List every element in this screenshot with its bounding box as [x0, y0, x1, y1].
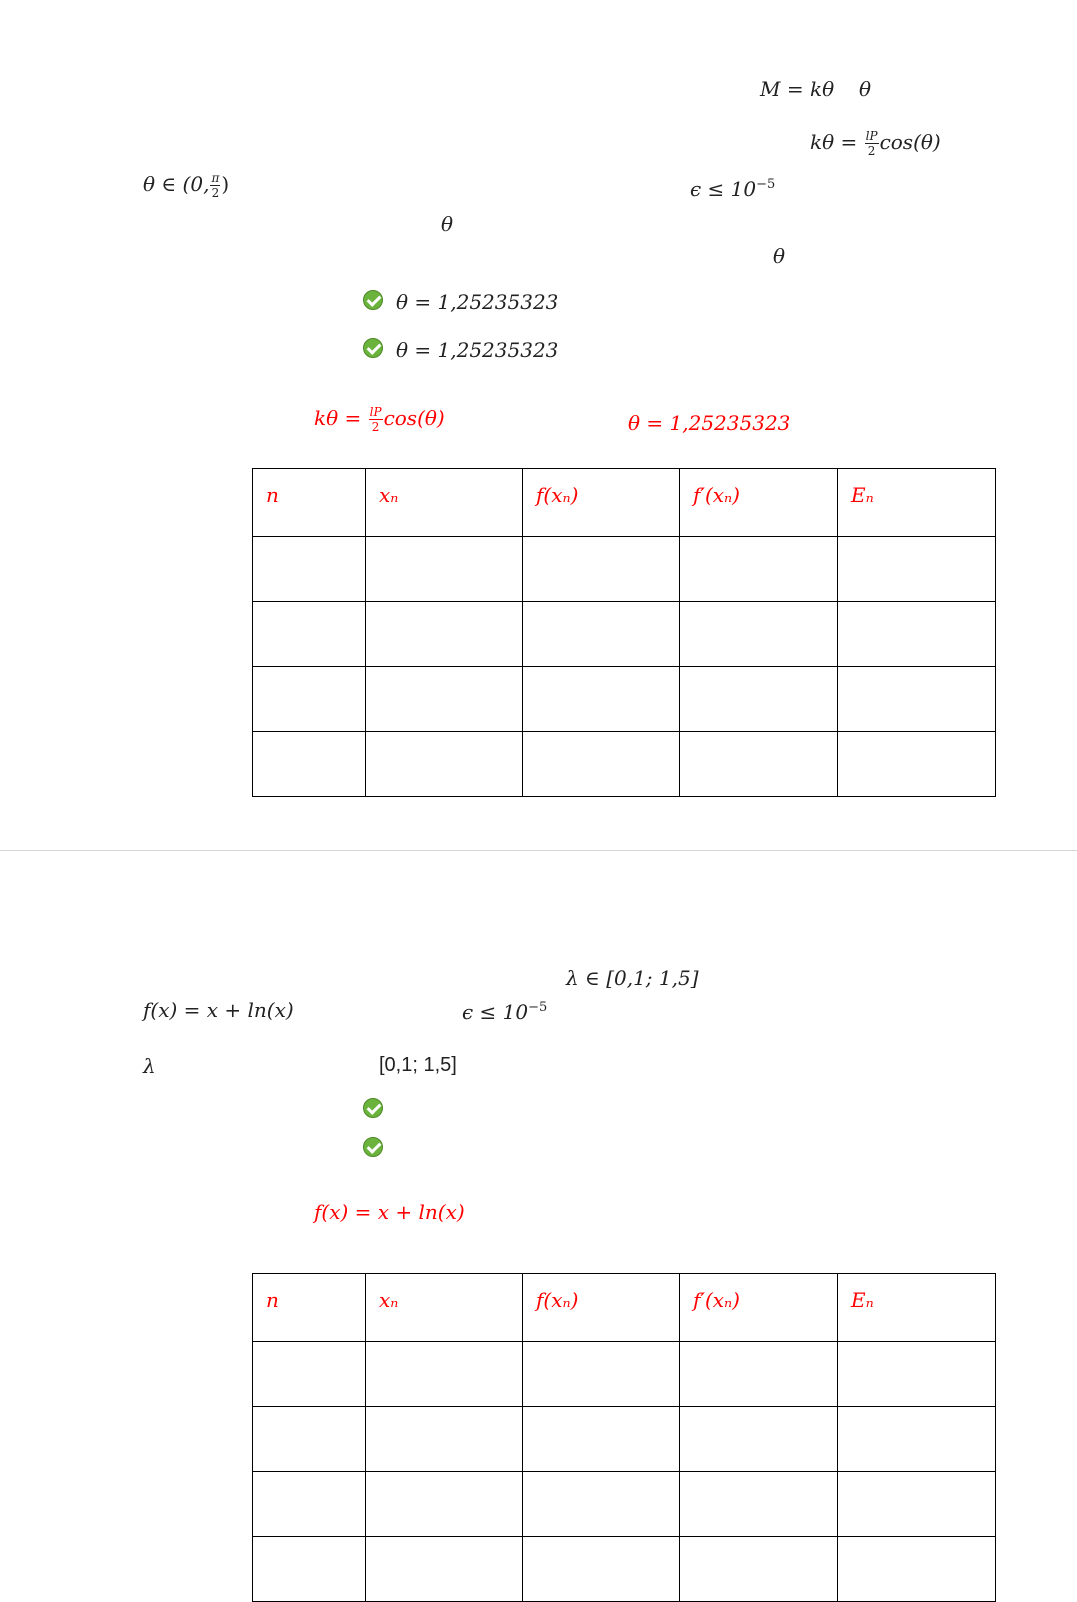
table-row — [253, 667, 996, 732]
table-cell[interactable] — [253, 732, 366, 797]
table-cell[interactable] — [253, 537, 366, 602]
table-header-cell — [680, 469, 838, 537]
red-fraction-lp-over-2 — [369, 406, 383, 433]
table-header-cell — [366, 1274, 523, 1342]
fraction-lp-over-2 — [865, 130, 879, 157]
table-row — [253, 732, 996, 797]
table-cell[interactable] — [253, 1472, 366, 1537]
table-cell[interactable] — [253, 667, 366, 732]
table-cell[interactable] — [680, 667, 838, 732]
table-header-cell — [523, 469, 680, 537]
moment-equation — [760, 79, 834, 99]
table-cell[interactable] — [838, 732, 996, 797]
function-definition — [143, 1000, 294, 1020]
table-row — [253, 1537, 996, 1602]
table-cell[interactable] — [366, 1537, 523, 1602]
header-en: Eₙ — [851, 1288, 874, 1312]
header-n: n — [266, 483, 279, 507]
table-cell[interactable] — [680, 732, 838, 797]
check-circle-icon — [363, 338, 383, 358]
table-cell[interactable] — [523, 1407, 680, 1472]
function-definition-text: f(x) = x + ln(x) — [143, 998, 294, 1022]
section-divider — [0, 850, 1077, 851]
table-cell[interactable] — [680, 537, 838, 602]
answer-2 — [396, 340, 558, 360]
newton-table-2 — [252, 1273, 996, 1602]
fraction-numerator: lP — [865, 129, 878, 143]
table-cell[interactable] — [838, 602, 996, 667]
table-cell[interactable] — [253, 602, 366, 667]
check-circle-icon — [363, 1098, 383, 1118]
table-cell[interactable] — [253, 1407, 366, 1472]
table-header-row — [253, 1274, 996, 1342]
table-header-cell — [680, 1274, 838, 1342]
header-n: n — [266, 1288, 279, 1312]
table-cell[interactable] — [680, 602, 838, 667]
red-answer — [628, 413, 790, 433]
lambda-interval — [566, 968, 699, 988]
tolerance-base-2: ϵ ≤ 10 — [462, 1000, 529, 1024]
domain-suffix: ) — [221, 172, 230, 196]
domain-denominator: 2 — [211, 186, 220, 200]
red-eq-rhs: cos(θ) — [383, 406, 445, 430]
table-header-row — [253, 469, 996, 537]
header-en: Eₙ — [851, 483, 874, 507]
theta-domain — [143, 172, 229, 199]
table-cell[interactable] — [366, 667, 523, 732]
interval-text — [379, 1055, 457, 1075]
table-row — [253, 1472, 996, 1537]
header-dfxn: f′(xₙ) — [693, 483, 740, 507]
table-cell[interactable] — [838, 667, 996, 732]
table-header-cell — [838, 469, 996, 537]
table-cell[interactable] — [366, 1407, 523, 1472]
table-cell[interactable] — [680, 1342, 838, 1407]
table-header-cell — [366, 469, 523, 537]
table-cell[interactable] — [523, 732, 680, 797]
tolerance-condition — [690, 178, 775, 199]
table-cell[interactable] — [366, 732, 523, 797]
table-row — [253, 537, 996, 602]
red-eq-lhs: kθ = — [314, 406, 362, 430]
table-cell[interactable] — [253, 1342, 366, 1407]
domain-prefix: θ ∈ (0, — [143, 172, 210, 196]
answer-1-text: θ = 1,25235323 — [396, 290, 559, 314]
fraction-pi-over-2 — [210, 172, 220, 199]
table-cell[interactable] — [838, 537, 996, 602]
eq-lhs: kθ = — [810, 130, 858, 154]
lambda-symbol-text: λ — [143, 1054, 156, 1078]
red-function-definition — [314, 1202, 465, 1222]
table-cell[interactable] — [523, 1537, 680, 1602]
tolerance-exponent: −5 — [756, 177, 776, 192]
table-header-cell — [838, 1274, 996, 1342]
lambda-symbol — [143, 1056, 156, 1076]
theta-symbol-right — [773, 246, 785, 266]
red-answer-text: θ = 1,25235323 — [628, 411, 791, 435]
table-cell[interactable] — [523, 667, 680, 732]
table-header-cell — [253, 1274, 366, 1342]
theta-symbol-mid-text: θ — [441, 212, 454, 236]
header-xn: xₙ — [379, 483, 399, 507]
table-cell[interactable] — [838, 1472, 996, 1537]
header-fxn: f(xₙ) — [536, 1288, 579, 1312]
moment-equation-text: M = kθ — [760, 77, 835, 101]
answer-2-text: θ = 1,25235323 — [396, 338, 559, 362]
tolerance-base: ϵ ≤ 10 — [690, 177, 757, 201]
table-cell[interactable] — [366, 1472, 523, 1537]
table-cell[interactable] — [680, 1407, 838, 1472]
answer-1 — [396, 292, 558, 312]
theta-symbol-mid — [441, 214, 453, 234]
red-function-text: f(x) = x + ln(x) — [314, 1200, 465, 1224]
table-cell[interactable] — [680, 1472, 838, 1537]
table-cell[interactable] — [366, 1342, 523, 1407]
lambda-interval-text: λ ∈ [0,1; 1,5] — [566, 966, 699, 990]
table-header-cell — [253, 469, 366, 537]
table-cell[interactable] — [366, 602, 523, 667]
theta-symbol-top — [859, 79, 871, 99]
table-row — [253, 1407, 996, 1472]
table-cell[interactable] — [523, 1472, 680, 1537]
interval-value: [0,1; 1,5] — [379, 1054, 457, 1076]
header-dfxn: f′(xₙ) — [693, 1288, 740, 1312]
table-cell[interactable] — [523, 537, 680, 602]
table-cell[interactable] — [838, 1537, 996, 1602]
domain-numerator: π — [211, 171, 220, 185]
check-circle-icon — [363, 1137, 383, 1157]
table-cell[interactable] — [523, 602, 680, 667]
table-cell[interactable] — [253, 1537, 366, 1602]
red-equilibrium-equation — [314, 406, 445, 433]
table-cell[interactable] — [366, 537, 523, 602]
newton-table-1 — [252, 468, 996, 797]
table-cell[interactable] — [523, 1342, 680, 1407]
theta-symbol-top-text: θ — [859, 77, 872, 101]
tolerance-condition-2 — [462, 1001, 547, 1022]
red-fraction-numerator: lP — [369, 405, 382, 419]
header-xn: xₙ — [379, 1288, 399, 1312]
red-fraction-denominator: 2 — [371, 420, 380, 434]
equilibrium-equation — [810, 130, 941, 157]
tolerance-exponent-2: −5 — [528, 1000, 548, 1015]
table-cell[interactable] — [680, 1537, 838, 1602]
table-row — [253, 602, 996, 667]
table-row — [253, 1342, 996, 1407]
theta-symbol-right-text: θ — [773, 244, 786, 268]
table-header-cell — [523, 1274, 680, 1342]
check-circle-icon — [363, 290, 383, 310]
table-cell[interactable] — [838, 1342, 996, 1407]
fraction-denominator: 2 — [867, 144, 876, 158]
header-fxn: f(xₙ) — [536, 483, 579, 507]
table-cell[interactable] — [838, 1407, 996, 1472]
eq-rhs: cos(θ) — [879, 130, 941, 154]
